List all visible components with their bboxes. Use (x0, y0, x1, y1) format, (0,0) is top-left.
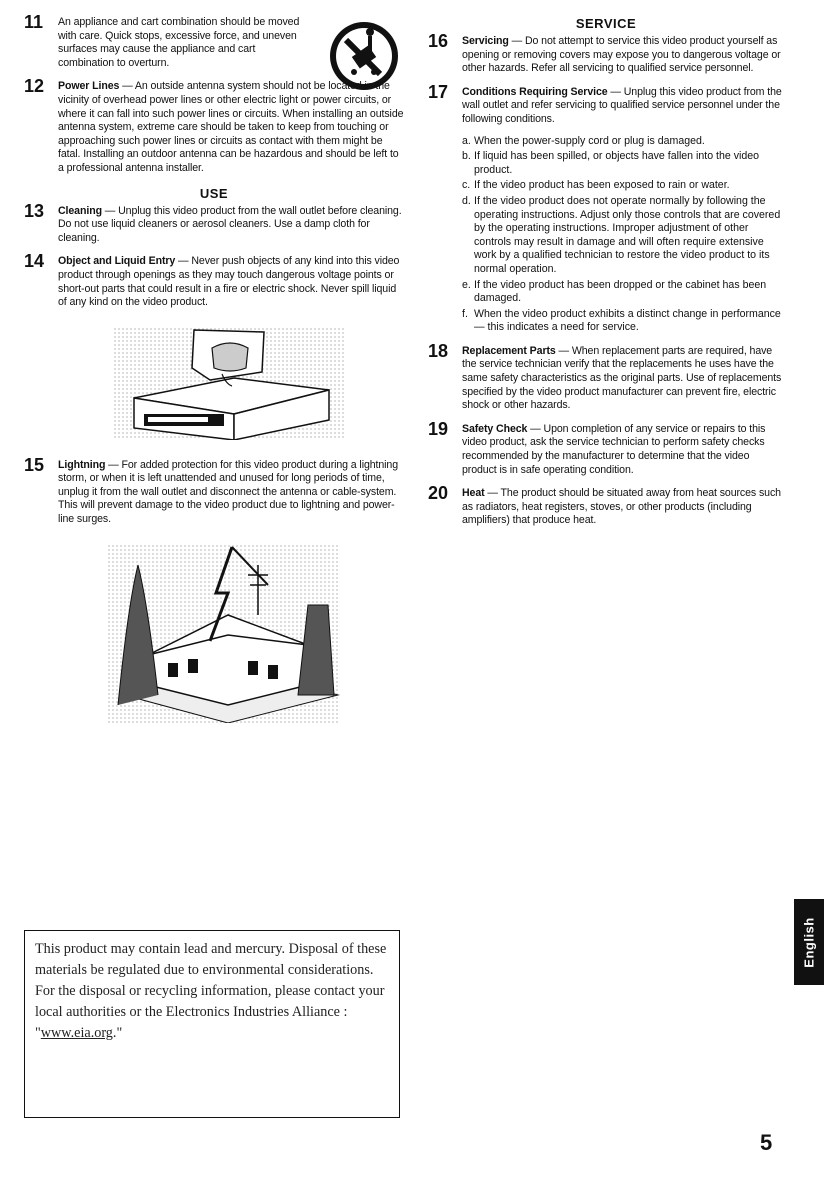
service-section-title: SERVICE (575, 16, 637, 31)
item-number: 11 (24, 12, 44, 32)
item-text: An appliance and cart combination should be moved with care. Quick stops, excessive force, and uneven surfaces may cause the appliance and cart combination to overturn. (58, 16, 300, 69)
safety-item-12 (24, 76, 404, 175)
left-column (24, 12, 404, 742)
item-body: — Upon completion of any service or repairs to this video product, ask the service technician to perform safety checks recommended by the manufacturer to determine that the video product is in safe operating condition. (462, 422, 766, 476)
item-number: 12 (24, 76, 45, 97)
condition-item (462, 308, 784, 335)
condition-letter: a. (462, 134, 471, 147)
condition-item (462, 135, 784, 149)
item-heading: Cleaning (58, 204, 102, 217)
condition-text: If the video product does not operate normally by following the operating instructions. Adjust only those controls that are covered by the operating instructions. Improper adjustment of other controls may result in damage and will often require extensive work by a qualified technician to restore the video product to its normal operation. (474, 194, 781, 275)
item-number: 20 (428, 483, 449, 504)
condition-text: If the video product has been dropped or the cabinet has been damaged. (474, 278, 767, 305)
item-number: 17 (428, 81, 449, 102)
notice-body: This product may contain lead and mercury. Disposal of these materials be regulated due to environmental considerations. For the disposal or recycling information, please contact your local authorities or the Electronics Industries Alliance : " (35, 941, 387, 1041)
item-heading: Replacement Parts (462, 344, 556, 357)
item-text (462, 487, 784, 528)
condition-text: If the video product has been exposed to rain or water. (474, 179, 730, 192)
item-number: 14 (24, 251, 45, 272)
eia-link[interactable]: www.eia.org (40, 1025, 113, 1041)
item-number: 16 (428, 31, 449, 51)
condition-text: When the power-supply cord or plug is damaged. (474, 134, 705, 147)
conditions-list (462, 135, 784, 335)
item-body: — When replacement parts are required, have the service technician verify that the replacements he uses have the same safety characteristics as the original parts. Use of replacements specified by the video product manufacturer can prevent fire, electric shock or other hazards. (462, 344, 782, 412)
safety-item-18 (428, 340, 784, 413)
notice-text (35, 939, 389, 1044)
item-heading: Lightning (58, 458, 106, 471)
item-number: 18 (428, 340, 449, 361)
item-body: — Unplug this video product from the wall outlet before cleaning. Do not use liquid cleaners or aerosol cleaners. Use a damp cloth for cleaning. (58, 204, 402, 244)
language-tab-label: English (801, 916, 817, 968)
condition-item (462, 150, 784, 177)
item-heading: Conditions Requiring Service (462, 85, 608, 98)
condition-text: If liquid has been spilled, or objects have fallen into the video product. (474, 150, 760, 176)
safety-item-15 (24, 454, 404, 527)
right-column (428, 16, 784, 538)
item-body: — The product should be situated away from heat sources such as radiators, heat registers, stoves, or other products (including amplifiers) that produce heat. (462, 487, 781, 527)
item-heading: Servicing (462, 35, 509, 47)
condition-letter: b. (462, 150, 471, 163)
safety-item-13 (24, 200, 404, 246)
use-section-title: USE (199, 185, 229, 201)
item-text (58, 80, 404, 175)
lightning-house-illustration (108, 545, 340, 723)
lead-mercury-notice (24, 930, 400, 1118)
safety-item-19 (428, 418, 784, 477)
item-body: — Do not attempt to service this video product yourself as opening or removing covers may expose you to dangerous voltage or other hazards. Refer all servicing to qualified service personnel. (462, 35, 781, 75)
safety-item-14 (24, 251, 404, 309)
item-body: — An outside antenna system should not be located in the vicinity of overhead power lines or other electric light or power circuits, or where it can fall into such power lines or circuits. When installing an outside antenna system, extreme care should be taken to keep from touching or approaching such power lines or circuits as contact with them might be fatal. Installing an outdoor antenna can be hazardous and should be left to a professional antenna installer. (58, 80, 404, 174)
condition-letter: e. (462, 278, 471, 291)
item-text (58, 459, 404, 527)
item-number: 15 (24, 454, 45, 475)
item-heading: Heat (462, 487, 485, 500)
item-text (462, 423, 784, 477)
item-body: — For added protection for this video product during a lightning storm, or when it is left unattended and unused for long periods of time, unplug it from the wall outlet and disconnect the antenna or cable-system. This will prevent damage to the video product due to lightning and power-line surges. (58, 458, 398, 526)
item-text (58, 205, 404, 246)
condition-text: When the video product exhibits a distinct change in performance — this indicates a need for service. (474, 307, 781, 334)
safety-item-11 (24, 12, 404, 70)
item-text (58, 255, 404, 309)
condition-letter: f. (462, 307, 468, 320)
safety-item-20 (428, 483, 784, 528)
condition-letter: c. (462, 179, 471, 192)
item-body: — Unplug this video product from the wall outlet and refer servicing to qualified service personnel under the following conditions. (462, 85, 782, 125)
item-heading: Power Lines (58, 80, 120, 93)
item-heading: Safety Check (462, 422, 528, 435)
safety-item-17 (428, 81, 784, 335)
condition-item (462, 195, 784, 277)
safety-item-16 (428, 31, 784, 76)
condition-item (462, 279, 784, 306)
item-number: 19 (428, 418, 449, 439)
language-tab[interactable] (794, 899, 824, 985)
item-text (462, 345, 784, 413)
page-number: 5 (760, 1130, 773, 1155)
item-body: — Never push objects of any kind into this video product through openings as they may touch dangerous voltage points or short-out parts that could result in a fire or electric shock. Never spill liquid of any kind on the video product. (58, 255, 400, 309)
vcr-liquid-illustration (114, 328, 346, 440)
item-number: 13 (24, 200, 45, 221)
item-text (462, 86, 784, 127)
condition-item (462, 179, 784, 193)
item-heading: Object and Liquid Entry (58, 255, 176, 268)
condition-letter: d. (462, 194, 471, 207)
item-text (462, 35, 784, 76)
notice-end: ." (112, 1025, 123, 1041)
